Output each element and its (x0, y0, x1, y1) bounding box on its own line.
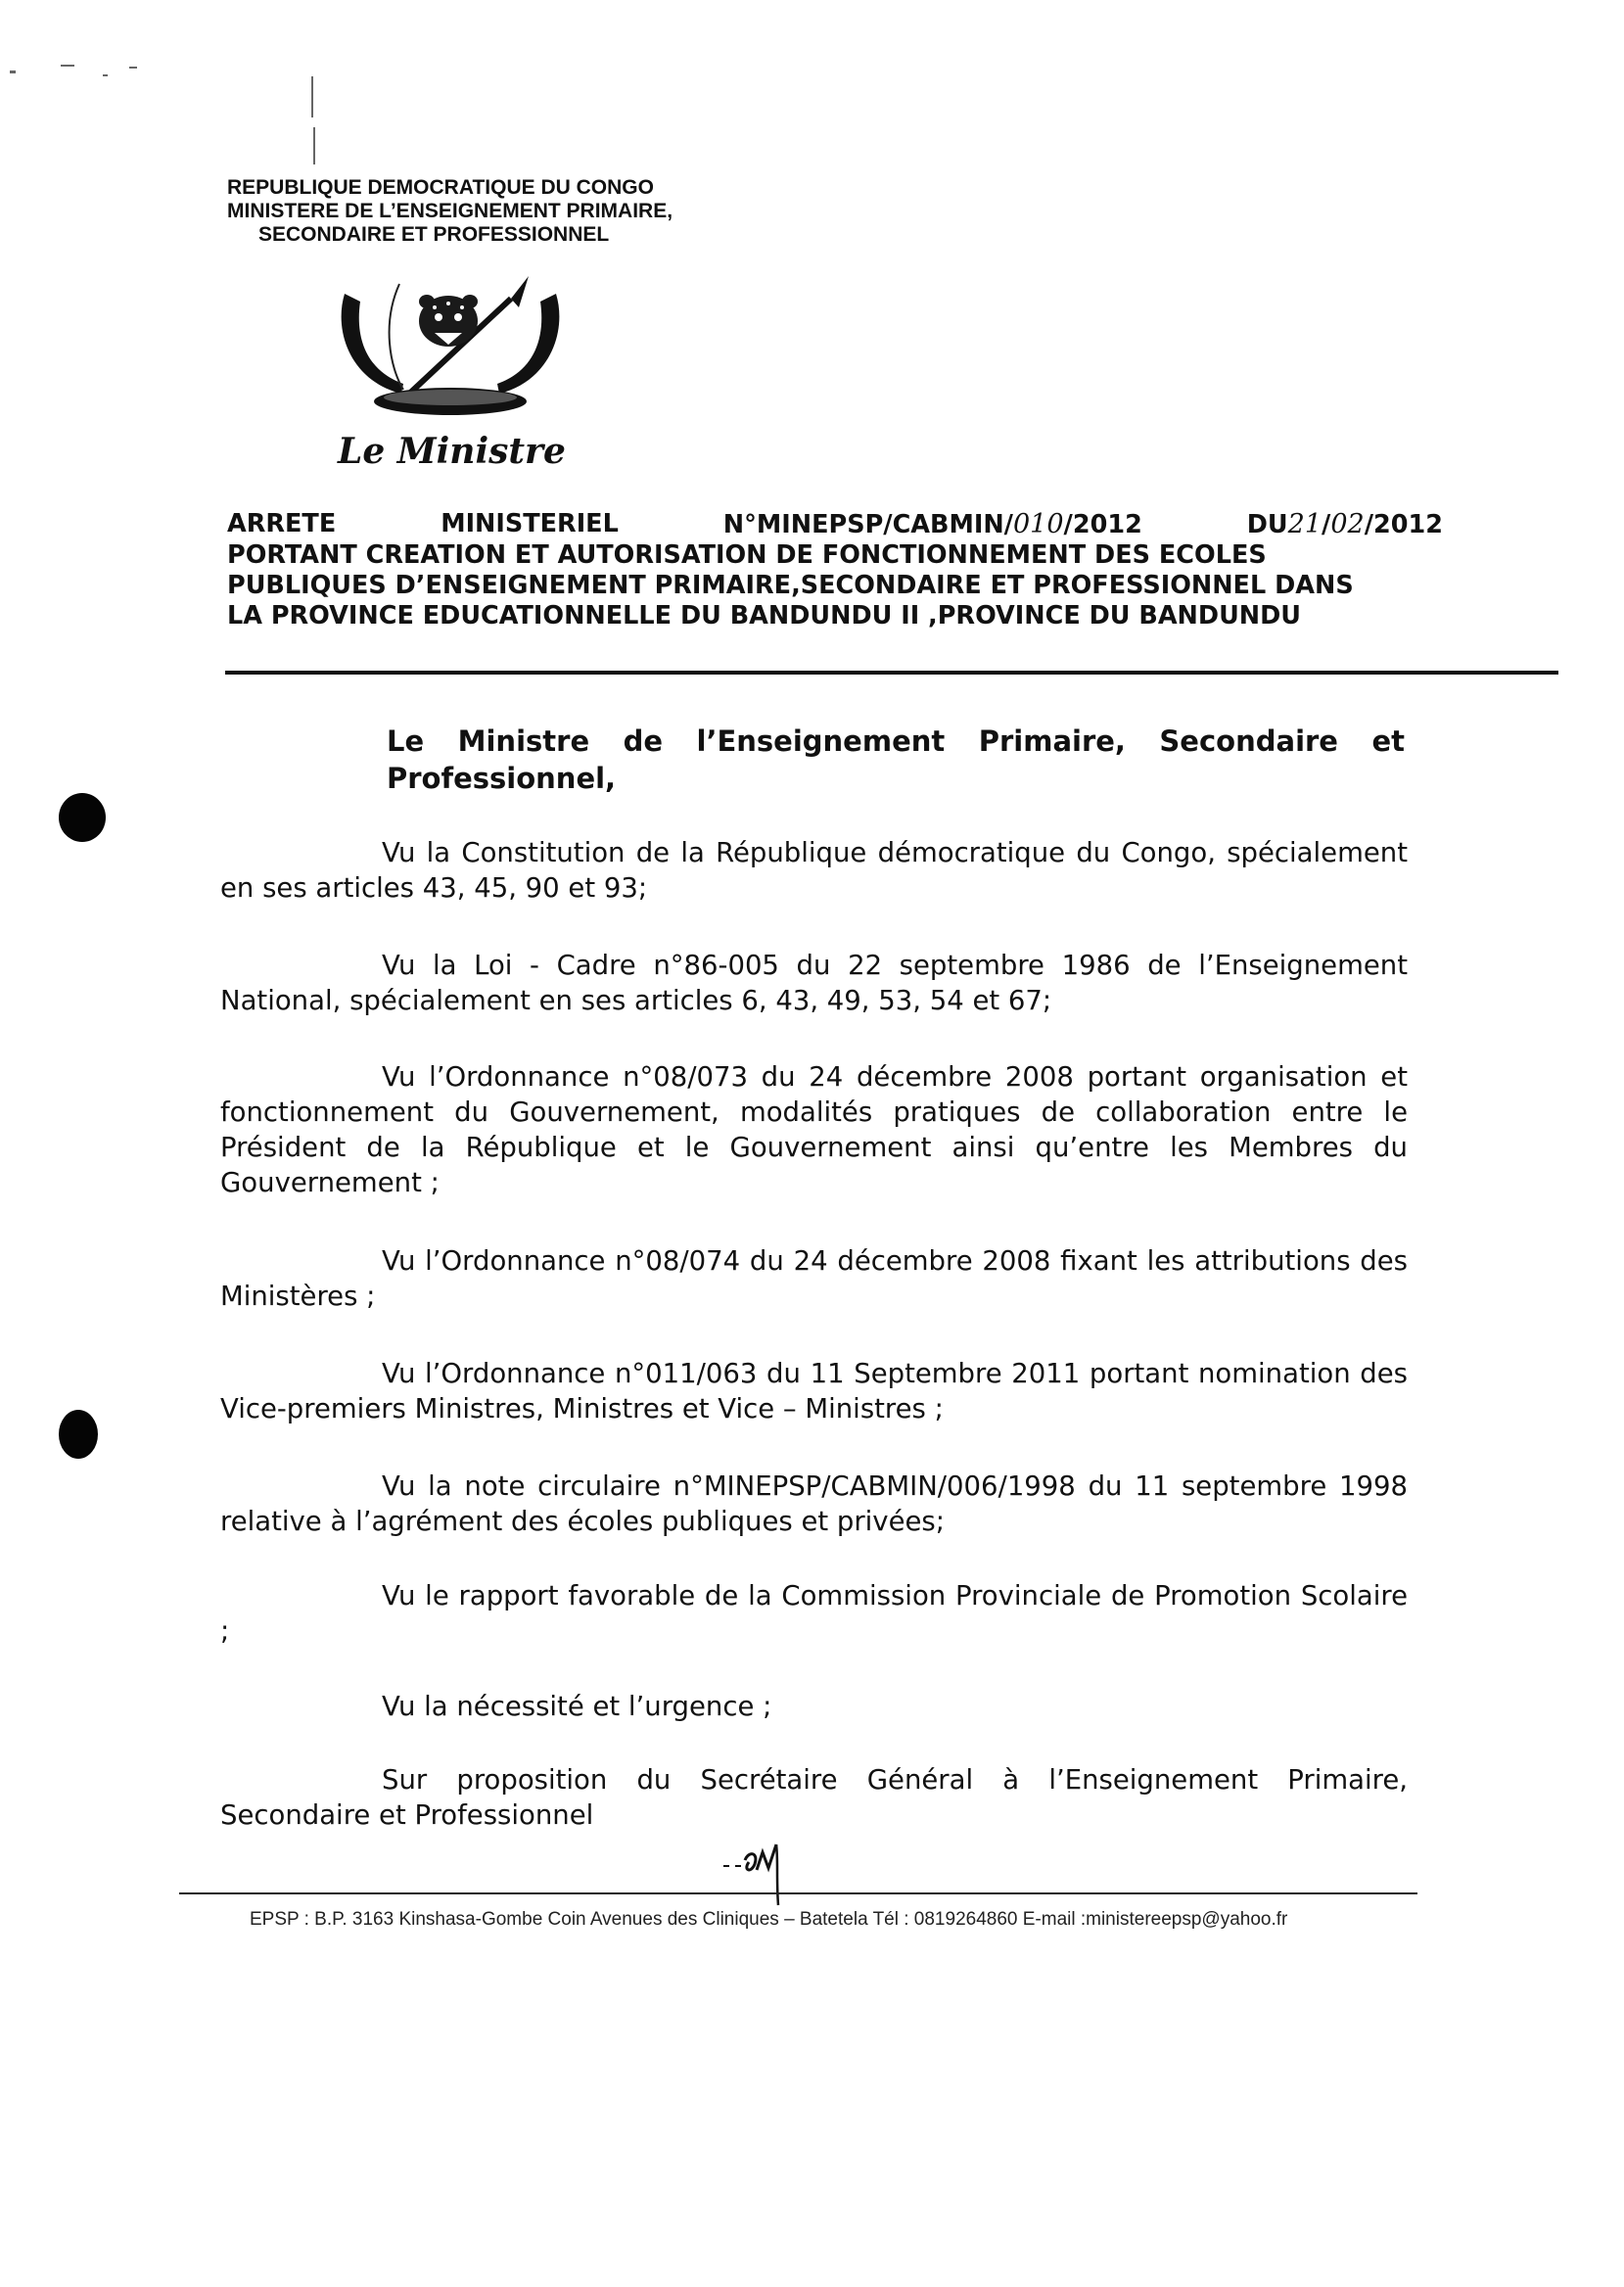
recital-ordonnance-074: Vu l’Ordonnance n°08/074 du 24 décembre 2008 fixant les attributions des Ministères ; (220, 1245, 1408, 1312)
decree-title-line-2: PORTANT CREATION ET AUTORISATION DE FONCTIONNEMENT DES ECOLES (227, 540, 1267, 570)
decree-title-line-3: PUBLIQUES D’ENSEIGNEMENT PRIMAIRE,SECONDAIRE ET PROFESSIONNEL DANS (227, 571, 1354, 600)
recital-ordonnance-073: Vu l’Ordonnance n°08/073 du 24 décembre 2008 portant organisation et fonctionnement du Gouvernement, modalités pratiques de collaboration entre le Président de la République et le Gouvernement ainsi qu’entre les Membres du Gouvernement ; (220, 1061, 1408, 1198)
recital-ordonnance-063: Vu l’Ordonnance n°011/063 du 11 Septembre 2011 portant nomination des Vice-premiers Ministres, Ministres et Vice – Ministres ; (220, 1358, 1408, 1424)
minister-heading: Le Ministre de l’Enseignement Primaire, Secondaire et Professionnel, (387, 724, 1405, 795)
recital-constitution: Vu la Constitution de la République démocratique du Congo, spécialement en ses articles 43, 45, 90 et 93; (220, 837, 1408, 904)
decree-number: N°MINEPSP/CABMIN/010/2012 (722, 509, 1142, 539)
scan-mark (311, 76, 313, 117)
decree-title (227, 509, 1443, 631)
signature-title: Le Ministre (338, 431, 566, 472)
leopard-coat-of-arms-icon (333, 274, 568, 421)
decree-word: ARRETE (227, 509, 337, 538)
handwritten-number: 010 (1012, 509, 1064, 539)
scan-mark (61, 65, 74, 67)
title-rule (225, 671, 1558, 675)
handwritten-day: 21 (1287, 509, 1322, 539)
decree-word: MINISTERIEL (441, 509, 619, 538)
letterhead-ministry-cont: SECONDAIRE ET PROFESSIONNEL (258, 223, 610, 246)
handwritten-initials (719, 1831, 808, 1909)
decree-title-line-1 (227, 509, 1443, 540)
letterhead (227, 176, 775, 247)
punch-hole (59, 793, 106, 842)
recital-urgence: Vu la nécessité et l’urgence ; (382, 1691, 772, 1722)
recital-loi-cadre: Vu la Loi - Cadre n°86-005 du 22 septembre 1986 de l’Enseignement National, spécialement en ses articles 6, 43, 49, 53, 54 et 67; (220, 950, 1408, 1016)
scan-mark (313, 127, 315, 164)
footer-rule (179, 1892, 1417, 1894)
scan-mark (103, 74, 108, 76)
scan-mark (129, 67, 137, 69)
letterhead-country: REPUBLIQUE DEMOCRATIQUE DU CONGO (227, 176, 654, 199)
punch-hole (59, 1410, 98, 1459)
scan-mark (10, 70, 16, 73)
handwritten-month: 02 (1330, 509, 1365, 539)
footer-address: EPSP : B.P. 3163 Kinshasa-Gombe Coin Avenues des Cliniques – Batetela Tél : 0819264860 E-mail :ministereepsp@yahoo.fr (250, 1909, 1288, 1930)
recital-rapport: Vu le rapport favorable de la Commission Provinciale de Promotion Scolaire ; (220, 1580, 1408, 1647)
decree-date: DU21/02/2012 (1246, 509, 1443, 539)
decree-title-line-4: LA PROVINCE EDUCATIONNELLE DU BANDUNDU II ,PROVINCE DU BANDUNDU (227, 601, 1301, 630)
letterhead-ministry: MINISTERE DE L’ENSEIGNEMENT PRIMAIRE, (227, 200, 673, 222)
recital-note-circulaire: Vu la note circulaire n°MINEPSP/CABMIN/006/1998 du 11 septembre 1998 relative à l’agrément des écoles publiques et privées; (220, 1470, 1408, 1537)
recital-proposition: Sur proposition du Secrétaire Général à l’Enseignement Primaire, Secondaire et Professionnel (220, 1764, 1408, 1831)
